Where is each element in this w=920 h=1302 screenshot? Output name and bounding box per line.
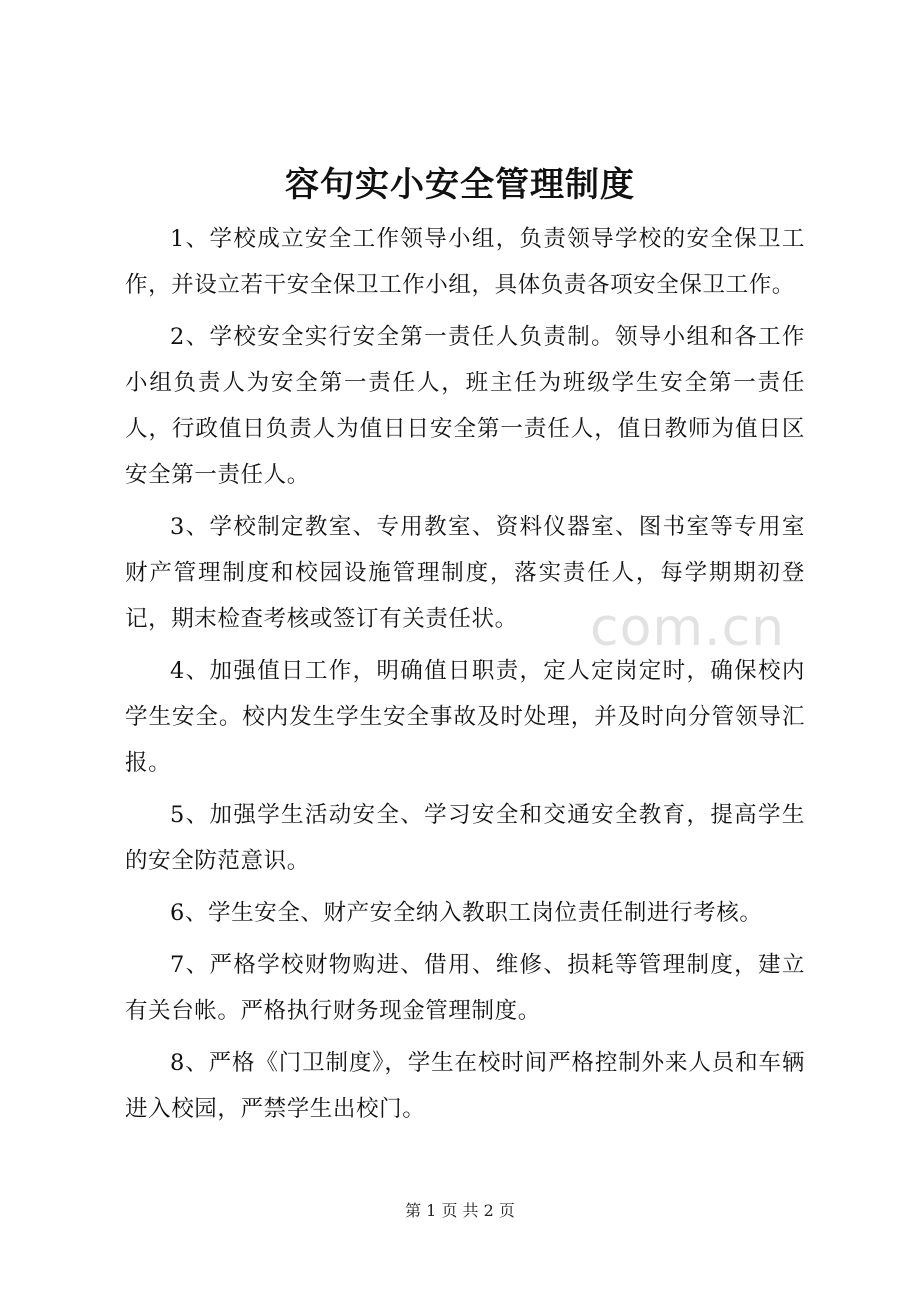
paragraph-8: 8、严格《门卫制度》，学生在校时间严格控制外来人员和车辆进入校园，严禁学生出校门。 — [125, 1050, 805, 1122]
paragraph-6: 6、学生安全、财产安全纳入教职工岗位责任制进行考核。 — [170, 900, 763, 926]
watermark-text: com.cn — [590, 598, 786, 658]
paragraph-7: 7、严格学校财物购进、借用、维修、损耗等管理制度，建立有关台帐。严格执行财务现金管理制度。 — [125, 952, 805, 1024]
document-body — [125, 216, 805, 1138]
document-title: 容句实小安全管理制度 — [285, 165, 635, 205]
paragraph-2: 2、学校安全实行安全第一责任人负责制。领导小组和各工作小组负责人为安全第一责任人，班主任为班级学生安全第一责任人，行政值日负责人为值日日安全第一责任人，值日教师为值日区安全第一责任人。 — [125, 324, 805, 488]
paragraph-3: 3、学校制定教室、专用教室、资料仪器室、图书室等专用室财产管理制度和校园设施管理制度，落实责任人，每学期期初登记，期末检查考核或签订有关责任状。 — [125, 514, 805, 632]
paragraph-1: 1、学校成立安全工作领导小组，负责领导学校的安全保卫工作，并设立若干安全保卫工作小组，具体负责各项安全保卫工作。 — [125, 226, 805, 298]
paragraph-5: 5、加强学生活动安全、学习安全和交通安全教育，提高学生的安全防范意识。 — [125, 802, 805, 874]
paragraph-4: 4、加强值日工作，明确值日职责，定人定岗定时，确保校内学生安全。校内发生学生安全事故及时处理，并及时向分管领导汇报。 — [125, 658, 805, 776]
page-footer: 第 1 页 共 2 页 — [405, 1201, 515, 1220]
